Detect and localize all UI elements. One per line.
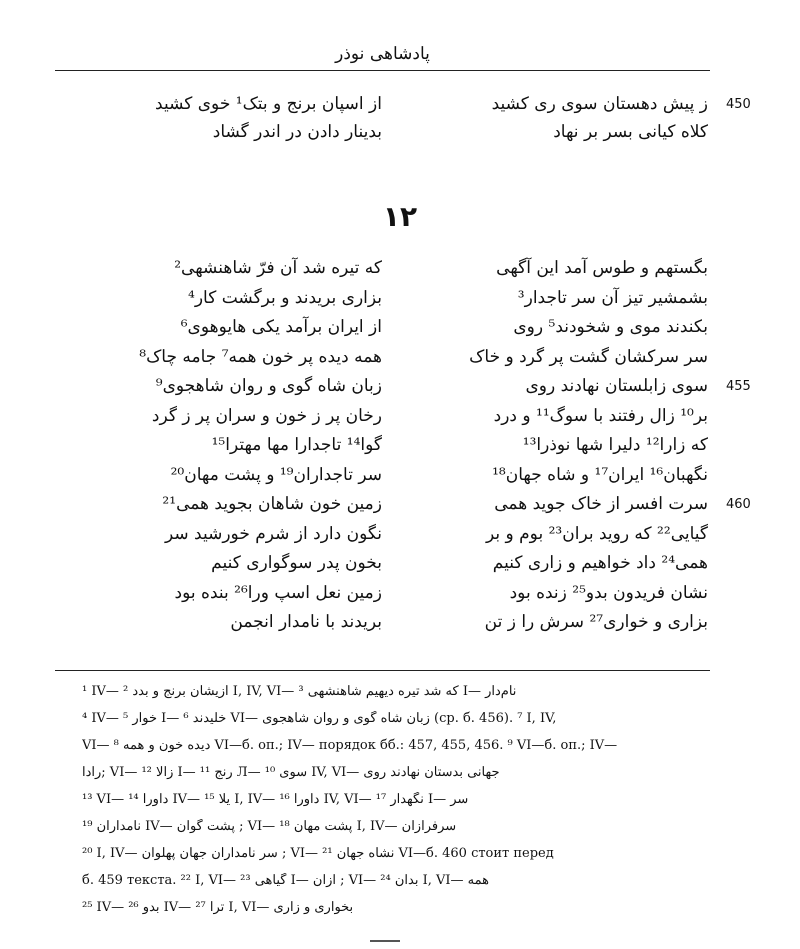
verse-couplet (0, 465, 800, 495)
footnote-line: رادا; VI— زالا ¹² I— رنج ¹¹ Л— سوی ¹⁰ IV, VI— جهانی بدستان نهادند روی (82, 765, 500, 780)
verse-first-hemistich: سوی زابلستان نهادند روی (525, 376, 708, 396)
verse-first-hemistich: بکندند موی و شخودند⁵ روی (513, 317, 708, 337)
footnote-line: б. 459 текста. ²² I, VI— گیاهی ²³ I— ازان ; VI— بدان ²⁴ I, VI— همه (82, 873, 489, 888)
page-footer-mark (370, 940, 400, 948)
verse-second-hemistich: بخون پدر سوگواری کنیم (211, 553, 382, 573)
verse-couplet (0, 406, 800, 436)
footnote-line: ²⁵ IV— بدو ²⁶ IV— ترا ²⁷ I, VI— بخواری و زاری (82, 900, 354, 915)
footnote-line: ¹ IV— ازیشان برنج و بدد ² I, IV, VI— که شد تیره دیهیم شاهنشهی ³ I— نام‌دار (82, 684, 517, 699)
verse-second-hemistich: از اسپان برنج و بتک¹ خوی کشید (155, 94, 382, 114)
verse-second-hemistich: بریدند با نامدار انجمن (230, 612, 382, 632)
verse-line-number: 450 (726, 97, 751, 112)
verse-second-hemistich: زبان شاه گوی و روان شاهجوی⁹ (155, 376, 382, 396)
verse-second-hemistich: که تیره شد آن فرّ شاهنشهی² (174, 258, 382, 278)
verse-first-hemistich: بگستهم و طوس آمد این آگهی (496, 258, 708, 278)
verse-first-hemistich: گیایی²² که روید بران²³ بوم و بر (486, 523, 708, 544)
verse-second-hemistich: بدینار دادن در اندر گشاد (212, 122, 382, 142)
verse-first-hemistich: سر سرکشان گشت پر گرد و خاک (469, 346, 708, 367)
footnote-line: ²⁰ I, IV— سر نامداران جهان پهلوان ; VI— نشاه جهان ²¹ VI—б. 460 стоит перед (82, 846, 554, 861)
footnote-line: VI— دیده خون و همه ⁸ VI—б. оп.; IV— порядок бб.: 457, 455, 456. ⁹ VI—б. оп.; IV— (82, 738, 618, 753)
verse-couplet (0, 347, 800, 377)
verse-line-number: 455 (726, 379, 751, 394)
footnotes (82, 684, 712, 927)
verse-second-hemistich: گوا¹⁴ تاجدارا مها مهترا¹⁵ (211, 435, 382, 455)
verse-couplet (0, 317, 800, 347)
verse-second-hemistich: همه دیده پر خون همه⁷ جامه چاک⁸ (139, 346, 382, 367)
verse-first-hemistich: که زارا¹² دلیرا شها نوذرا¹³ (522, 435, 708, 455)
notes-rule (55, 670, 710, 671)
verse-second-hemistich: زمین خون شاهان بجوید همی²¹ (162, 494, 382, 514)
verse-couplet (0, 94, 800, 124)
footnote-line: نامداران ¹⁹ IV— پشت گوان ; VI— پشت مهان ¹⁸ I, IV— سرفرازان (82, 819, 457, 834)
verse-couplet (0, 553, 800, 583)
section-number: ۱۲ (382, 200, 418, 233)
verse-first-hemistich: نشان فریدون بدو²⁵ زنده بود (509, 582, 708, 603)
verse-first-hemistich: نگهبان¹⁶ ایران¹⁷ و شاه جهان¹⁸ (492, 464, 708, 485)
verse-couplet (0, 583, 800, 613)
verse-couplet (0, 376, 800, 406)
verse-second-hemistich: رخان پر ز خون و سران پر ز گرد (151, 405, 382, 426)
verse-first-hemistich: بر¹⁰ زال رفتند با سوگ¹¹ و درد (493, 405, 708, 426)
verse-first-hemistich: سرت افسر از خاک جوید همی (494, 494, 708, 514)
verse-couplet (0, 612, 800, 642)
verse-second-hemistich: زمین نعل اسپ ورا²⁶ بنده بود (174, 582, 382, 603)
verse-couplet (0, 258, 800, 288)
verse-couplet (0, 494, 800, 524)
verse-couplet (0, 122, 800, 152)
verse-line-number: 460 (726, 497, 751, 512)
footnote-line: ¹³ VI— داورا ¹⁴ IV— یلا ¹⁵ I, IV— داورا ¹⁶ IV, VI— نگهدار ¹⁷ I— سر (82, 792, 469, 807)
verse-first-hemistich: ز پیش دهستان سوی ری کشید (491, 94, 708, 114)
verse-first-hemistich: کلاه کیانی بسر بر نهاد (553, 122, 708, 142)
page-header: پادشاهی نوذر (335, 44, 430, 64)
verse-second-hemistich: سر تاجداران¹⁹ و پشت مهان²⁰ (170, 464, 382, 485)
verse-couplet (0, 524, 800, 554)
verse-first-hemistich: بشمشیر تیز آن سر تاجدار³ (517, 287, 708, 308)
header-rule (55, 70, 710, 71)
verse-second-hemistich: نگون دارد از شرم خورشید سر (165, 523, 382, 544)
verse-first-hemistich: بزاری و خواری²⁷ سرش را ز تن (484, 612, 708, 632)
verse-couplet (0, 288, 800, 318)
verse-couplet (0, 435, 800, 465)
verse-second-hemistich: از ایران برآمد یکی هایوهوی⁶ (180, 317, 382, 337)
footnote-line: ⁴ IV— خوار ⁵ I— خلیدند ⁶ VI— زبان شاه گوی و روان شاهجوی (ср. б. 456). ⁷ I, IV, (82, 711, 557, 726)
verse-second-hemistich: بزاری بریدند و برگشت کار⁴ (188, 287, 382, 308)
verse-first-hemistich: همی²⁴ داد خواهیم و زاری کنیم (492, 553, 708, 573)
